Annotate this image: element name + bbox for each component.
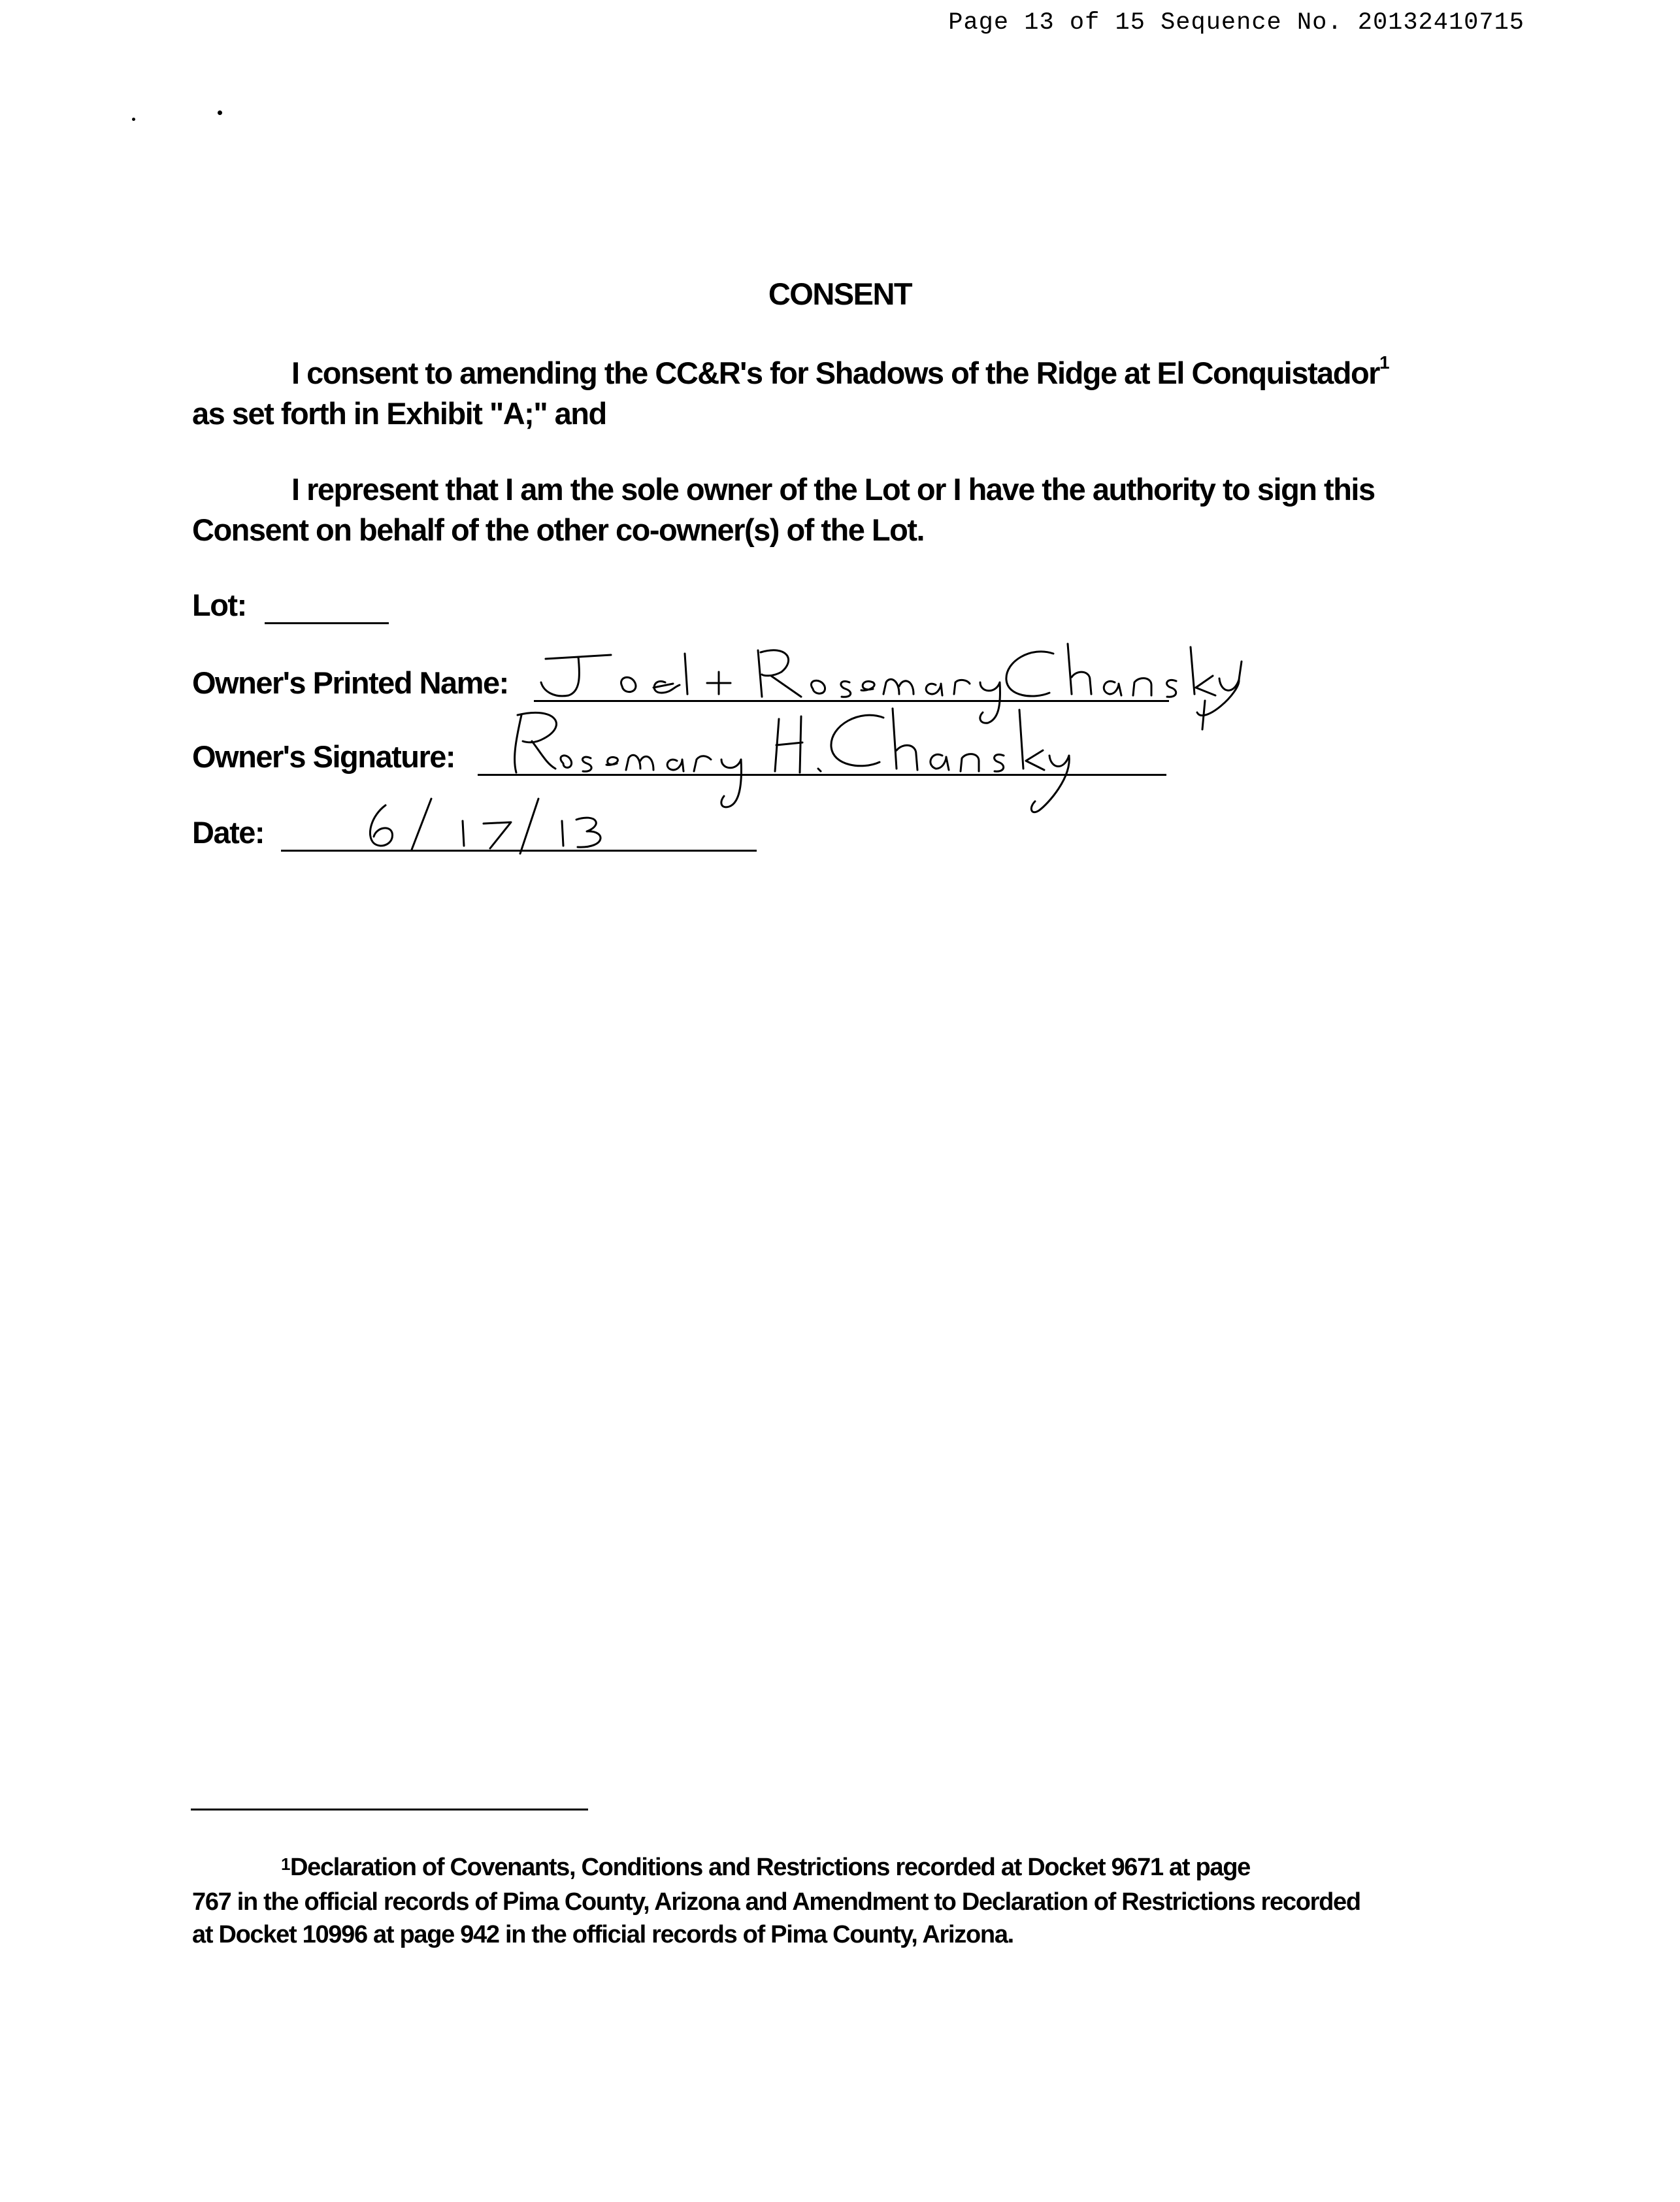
date-handwriting [370, 799, 601, 854]
representation-text-line-1: I represent that I am the sole owner of the Lot or I have the authority to sign this [291, 472, 1375, 507]
footnote-line-1: Declaration of Covenants, Conditions and Restrictions recorded at Docket 9671 at page [290, 1854, 1250, 1881]
lot-label: Lot: [192, 588, 246, 622]
printed-name-handwriting [541, 644, 1242, 729]
footnote-separator [191, 1809, 588, 1810]
date-label: Date: [192, 815, 265, 850]
footnote-line-2: 767 in the official records of Pima County, Arizona and Amendment to Declaration of Restrictions recorded [192, 1888, 1360, 1916]
footnote [192, 1851, 1512, 1951]
footnote-line-3: at Docket 10996 at page 942 in the official records of Pima County, Arizona. [192, 1921, 1013, 1948]
document-title: CONSENT [768, 276, 912, 311]
consent-text: I consent to amending the CC&R's for Shadows of the Ridge at El Conquistador [291, 356, 1379, 390]
signature-handwriting [515, 709, 1070, 812]
signature-label: Owner's Signature: [192, 739, 455, 774]
representation-text-line-2: Consent on behalf of the other co-owner(s) of the Lot. [192, 512, 925, 547]
printed-name-label: Owner's Printed Name: [192, 665, 508, 700]
consent-text-continued: as set forth in Exhibit "A;" and [192, 396, 606, 431]
footnote-reference: 1 [1379, 352, 1389, 373]
page-sequence-header: Page 13 of 15 Sequence No. 20132410715 [948, 9, 1524, 37]
footnote-marker: 1 [281, 1854, 290, 1874]
